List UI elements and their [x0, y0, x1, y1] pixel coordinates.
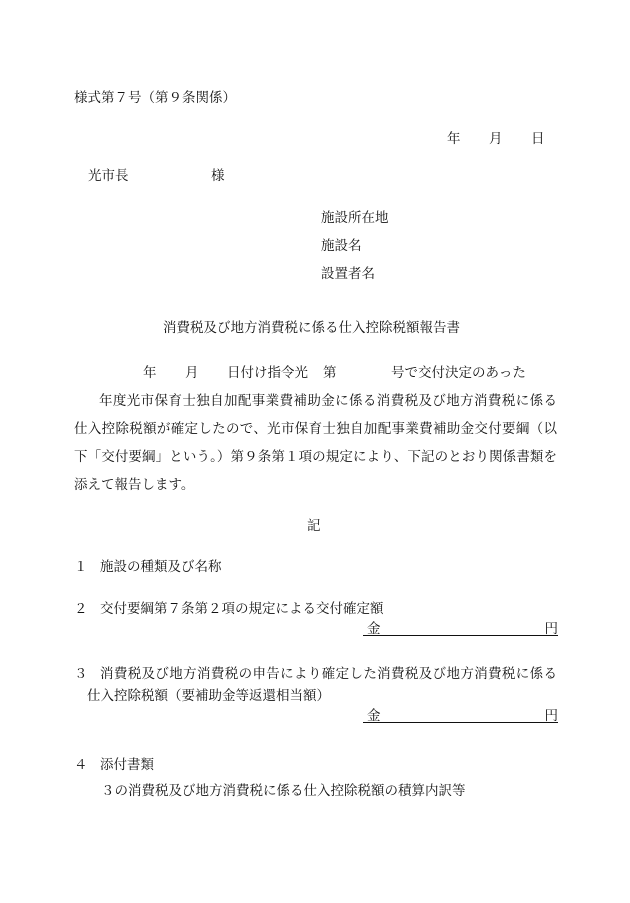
body-nen: 年 [143, 365, 157, 381]
item-3-amount-field [363, 704, 558, 723]
item-4-attachment: ３の消費税及び地方消費税に係る仕入控除税額の積算内訳等 [101, 783, 466, 799]
form-number: 様式第７号（第９条関係） [74, 90, 236, 106]
item-3-text-continued: 仕入控除税額（要補助金等返還相当額） [87, 688, 330, 704]
item-2-number: ２ [74, 601, 88, 617]
item-2-text: 交付要綱第７条第２項の規定による交付確定額 [100, 601, 384, 617]
body-line-4: 下「交付要綱」という。）第９条第１項の規定により、下記のとおり関係書類を [74, 449, 557, 465]
addressee-honorific: 様 [211, 168, 225, 184]
item-1-text: 施設の種類及び名称 [100, 559, 222, 575]
item-2-en: 円 [544, 621, 558, 637]
body-dai: 第 [323, 365, 337, 381]
date-year: 年 [447, 131, 461, 147]
body-line-2: 年度光市保育士独自加配事業費補助金に係る消費税及び地方消費税に係る [99, 393, 557, 409]
item-3-en: 円 [544, 708, 558, 724]
body-tsuki: 月 [185, 365, 199, 381]
body-line1-tail: 号で交付決定のあった [391, 365, 526, 381]
body-line-3: 仕入控除税額が確定したので、光市保育士独自加配事業費補助金交付要綱（以 [74, 421, 557, 437]
date-month: 月 [489, 131, 503, 147]
item-2-kin: 金 [367, 621, 381, 637]
item-1-number: １ [74, 559, 88, 575]
ki-heading: 記 [307, 518, 321, 534]
facility-name-label: 施設名 [321, 238, 362, 254]
item-3-text: 消費税及び地方消費税の申告により確定した消費税及び地方消費税に係る [100, 666, 557, 682]
addressee-name: 光市長 [88, 168, 129, 184]
date-day: 日 [531, 131, 545, 147]
item-4-number: ４ [74, 757, 88, 773]
item-2-amount-field [363, 617, 558, 636]
item-3-kin: 金 [367, 708, 381, 724]
founder-name-label: 設置者名 [321, 266, 375, 282]
document-title: 消費税及び地方消費税に係る仕入控除税額報告書 [163, 320, 460, 336]
body-line-5: 添えて報告します。 [74, 477, 195, 493]
item-3-number: ３ [74, 666, 88, 682]
item-4-text: 添付書類 [100, 757, 154, 773]
body-hitsuke: 日付け指令光 [227, 365, 308, 381]
facility-location-label: 施設所在地 [321, 210, 389, 226]
